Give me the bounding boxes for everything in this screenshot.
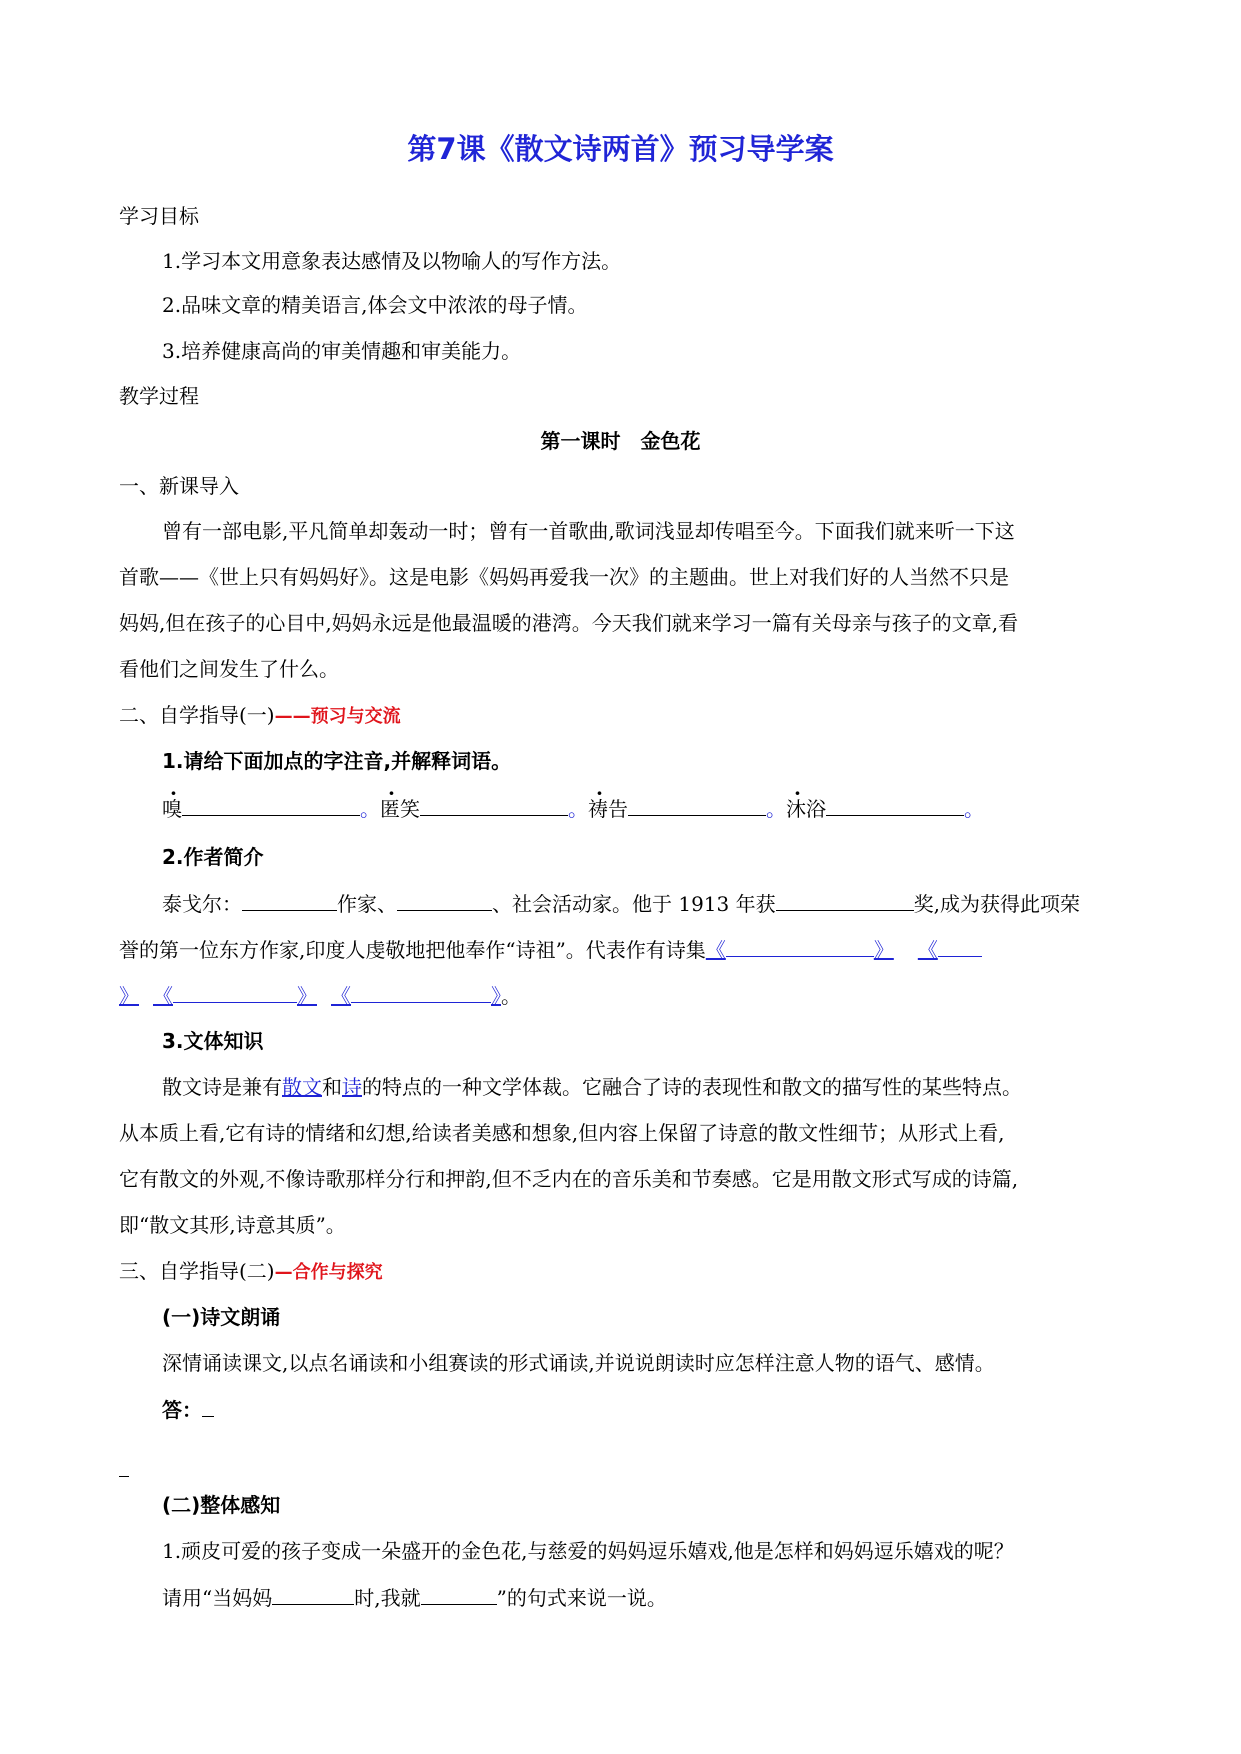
process-heading: 教学过程 — [119, 384, 199, 408]
vocab-word-1: 嗅 — [162, 797, 182, 821]
genre-line-4: 即“散文其形,诗意其质”。 — [119, 1213, 346, 1237]
vocab-word-4: 沐浴 — [786, 797, 826, 821]
pattern-text-1: 请用“当妈妈 — [162, 1586, 273, 1610]
works-close-2[interactable]: 》 — [119, 984, 139, 1008]
objectives-heading: 学习目标 — [119, 204, 199, 228]
works-end: 。 — [501, 984, 521, 1008]
pattern-blank-2[interactable] — [421, 1584, 497, 1605]
q2-title: 2.作者简介 — [162, 845, 264, 869]
genre-line-1 — [162, 1074, 1022, 1100]
intro-line-2: 首歌——《世上只有妈妈好》。这是电影《妈妈再爱我一次》的主题曲。世上对我们好的人当然不只是 — [119, 565, 1009, 589]
section2-heading — [119, 702, 401, 730]
works-blank-4[interactable] — [351, 982, 491, 1003]
answer-continuation-line[interactable] — [119, 1476, 129, 1477]
vocab-period: 。 — [360, 797, 380, 821]
q1-title: 1.请给下面加点的字注音,并解释词语。 — [162, 749, 512, 773]
sub2-q1-pattern — [162, 1584, 667, 1611]
sub2-q1: 1.顽皮可爱的孩子变成一朵盛开的金色花,与慈爱的妈妈逗乐嬉戏,他是怎样和妈妈逗乐嬉戏的呢？ — [162, 1539, 1014, 1563]
poem-link[interactable]: 诗 — [342, 1075, 362, 1099]
vocab-word-3: 祷告 — [588, 797, 628, 821]
works-close-1[interactable]: 》 — [873, 938, 894, 962]
answer-blank[interactable] — [202, 1396, 214, 1417]
author-line-2 — [119, 936, 982, 963]
pattern-blank-1[interactable] — [272, 1584, 354, 1605]
section3-heading — [119, 1258, 383, 1286]
author-text-1: 作家、 — [337, 892, 397, 916]
works-open-3[interactable]: 《 — [153, 984, 173, 1008]
vocab-period: 。 — [964, 797, 984, 821]
author-text-2: 、社会活动家。他于 1913 年获 — [492, 892, 776, 916]
q3-title: 3.文体知识 — [162, 1029, 264, 1053]
section1-heading: 一、新课导入 — [119, 474, 239, 498]
objective-2: 2.品味文章的精美语言,体会文中浓浓的母子情。 — [162, 293, 588, 317]
author-line-1 — [162, 890, 1080, 917]
works-close-3[interactable]: 》 — [297, 984, 317, 1008]
answer-row — [162, 1396, 214, 1423]
author-blank-1[interactable] — [242, 890, 337, 911]
objective-1: 1.学习本文用意象表达感情及以物喻人的写作方法。 — [162, 249, 622, 273]
genre-line-3: 它有散文的外观,不像诗歌那样分行和押韵,但不乏内在的音乐美和节奏感。它是用散文形式写成的诗篇, — [119, 1167, 1019, 1191]
objective-3: 3.培养健康高尚的审美情趣和审美能力。 — [162, 339, 522, 363]
works-blank-1[interactable] — [726, 936, 874, 957]
intro-line-1: 曾有一部电影,平凡简单却轰动一时；曾有一首歌曲,歌词浅显却传唱至今。下面我们就来听一下这 — [162, 519, 1015, 543]
works-close-4[interactable]: 》 — [491, 984, 501, 1008]
page-title: 第7课《散文诗两首》预习导学案 — [407, 132, 834, 166]
vocab-period: 。 — [568, 797, 588, 821]
vocab-blank-4[interactable] — [826, 795, 964, 816]
section3-heading-prefix: 三、自学指导(二) — [119, 1259, 275, 1283]
author-blank-2[interactable] — [397, 890, 492, 911]
author-line-3 — [119, 982, 521, 1009]
prose-link[interactable]: 散文 — [282, 1075, 322, 1099]
vocab-blank-3[interactable] — [628, 795, 766, 816]
author-label: 泰戈尔： — [162, 892, 242, 916]
sub1-text: 深情诵读课文,以点名诵读和小组赛读的形式诵读,并说说朗读时应怎样注意人物的语气、感情。 — [162, 1351, 995, 1375]
section2-heading-prefix: 二、自学指导(一) — [119, 703, 275, 727]
vocab-period: 。 — [766, 797, 786, 821]
vocab-blank-1[interactable] — [182, 795, 360, 816]
section3-heading-red: —合作与探究 — [274, 1262, 383, 1283]
section2-heading-red: ——预习与交流 — [274, 706, 401, 727]
works-blank-2a[interactable] — [938, 936, 982, 957]
pattern-text-3: ”的句式来说一说。 — [496, 1586, 667, 1610]
lesson-title: 第一课时 金色花 — [540, 429, 701, 453]
intro-line-4: 看他们之间发生了什么。 — [119, 657, 339, 681]
genre-line-2: 从本质上看,它有诗的情绪和幻想,给读者美感和想象,但内容上保留了诗意的散文性细节；从形式上看, — [119, 1121, 1005, 1145]
answer-label: 答： — [162, 1398, 202, 1422]
vocab-row — [162, 795, 984, 822]
author-text-4: 誉的第一位东方作家,印度人虔敬地把他奉作“诗祖”。代表作有诗集 — [119, 938, 706, 962]
intro-line-3: 妈妈,但在孩子的心目中,妈妈永远是他最温暖的港湾。今天我们就来学习一篇有关母亲与孩子的文章,看 — [119, 611, 1019, 635]
pattern-text-2: 时,我就 — [354, 1586, 421, 1610]
genre-text-1: 散文诗是兼有 — [162, 1075, 282, 1099]
sub1-title: (一)诗文朗诵 — [162, 1305, 281, 1329]
works-open-4[interactable]: 《 — [331, 984, 351, 1008]
vocab-word-2: 匿笑 — [380, 797, 420, 821]
works-open-2[interactable]: 《 — [917, 938, 938, 962]
vocab-blank-2[interactable] — [420, 795, 568, 816]
sub2-title: (二)整体感知 — [162, 1493, 281, 1517]
works-open-1[interactable]: 《 — [705, 938, 726, 962]
author-text-3: 奖,成为获得此项荣 — [913, 892, 1080, 916]
genre-text-2: 和 — [322, 1075, 342, 1099]
genre-text-3: 的特点的一种文学体裁。它融合了诗的表现性和散文的描写性的某些特点。 — [362, 1075, 1022, 1099]
works-blank-3[interactable] — [173, 982, 297, 1003]
author-blank-3[interactable] — [776, 890, 914, 911]
